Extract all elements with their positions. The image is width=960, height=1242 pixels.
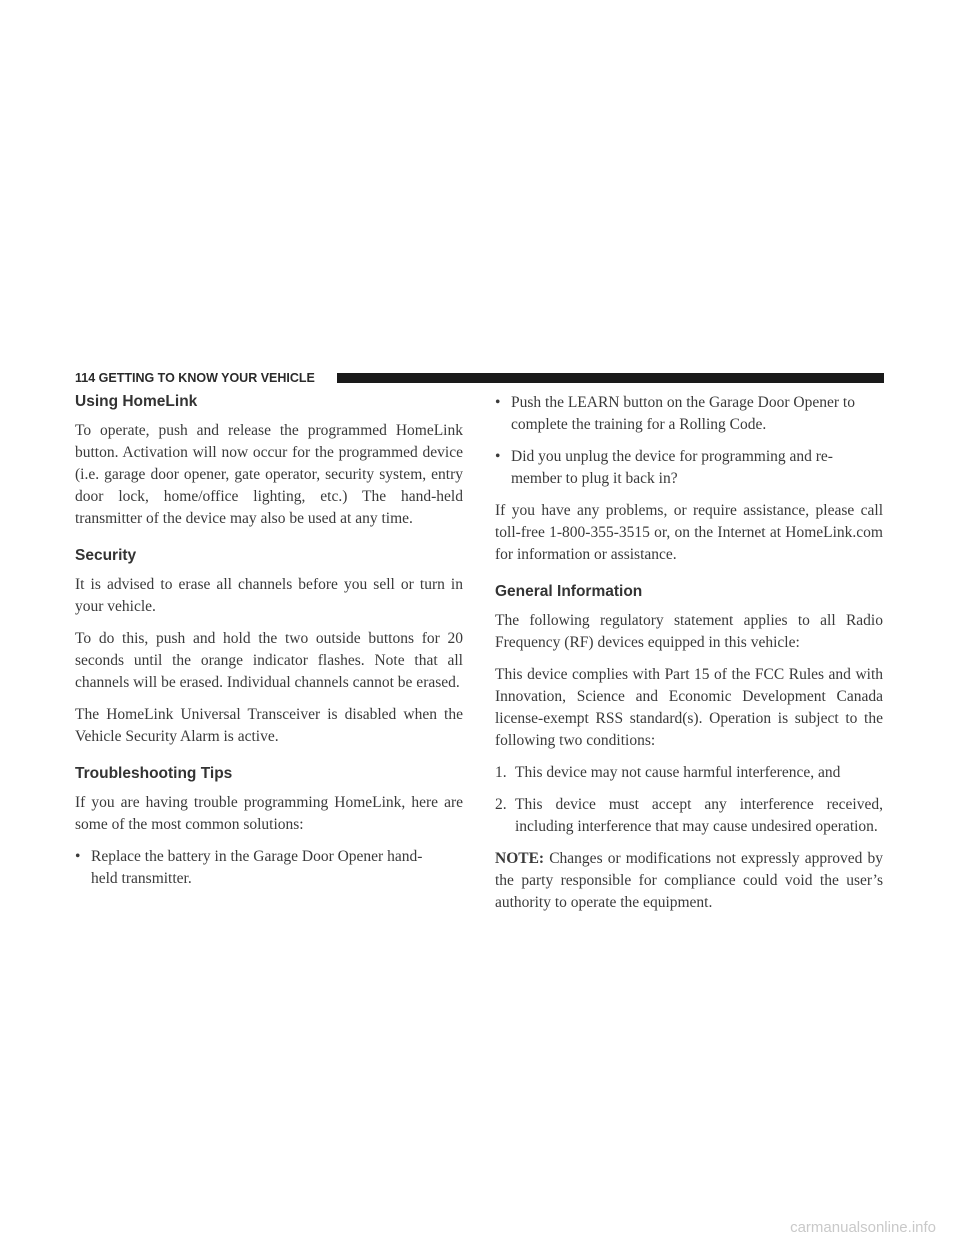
note-text: Changes or modifications not expressly approved by the party responsible for compliance could void the user’s authority to operate the equipment. bbox=[495, 850, 883, 911]
bullet-icon: • bbox=[495, 448, 501, 465]
item-text: This device may not cause harmful interference, and bbox=[515, 764, 841, 781]
numbered-item-2 bbox=[495, 794, 883, 838]
general-paragraph-1: The following regulatory statement applies to all Radio Frequency (RF) devices equipped in this vehicle: bbox=[495, 612, 883, 651]
security-paragraph-2: To do this, push and hold the two outside buttons for 20 seconds until the orange indicator flashes. Note that all channels will be erased. Individual channels cannot be erased. bbox=[75, 630, 463, 691]
general-information-heading: General Information bbox=[495, 583, 643, 600]
bullet-text-line-2: held transmitter. bbox=[91, 870, 192, 887]
numbered-item-1 bbox=[495, 762, 883, 784]
bullet-item-battery bbox=[75, 846, 463, 890]
item-number: 2. bbox=[495, 796, 507, 813]
bullet-text-line-2: complete the training for a Rolling Code. bbox=[511, 416, 767, 433]
bullet-text-line-1: Replace the battery in the Garage Door Opener hand- bbox=[91, 848, 423, 865]
watermark: carmanualsonline.info bbox=[790, 1219, 936, 1236]
security-heading: Security bbox=[75, 547, 137, 564]
right-column bbox=[495, 392, 883, 924]
security-paragraph-1: It is advised to erase all channels before you sell or turn in your vehicle. bbox=[75, 576, 463, 615]
bullet-text-line-1: Did you unplug the device for programming and re- bbox=[511, 448, 833, 465]
bullet-item-learn bbox=[495, 392, 883, 436]
item-number: 1. bbox=[495, 764, 507, 781]
bullet-icon: • bbox=[75, 848, 81, 865]
using-homelink-heading: Using HomeLink bbox=[75, 393, 198, 410]
general-paragraph-2: This device complies with Part 15 of the FCC Rules and with Innovation, Science and Economic Development Canada license-exempt RSS standard(s). Operation is subject to the following two conditions: bbox=[495, 666, 883, 749]
bullet-text-line-2: member to plug it back in? bbox=[511, 470, 678, 487]
page-number: 114 bbox=[75, 371, 96, 385]
security-paragraph-3: The HomeLink Universal Transceiver is disabled when the Vehicle Security Alarm is active. bbox=[75, 706, 463, 745]
troubleshooting-intro: If you are having trouble programming HomeLink, here are some of the most common solutions: bbox=[75, 794, 463, 833]
chapter-title: GETTING TO KNOW YOUR VEHICLE bbox=[98, 371, 315, 385]
header-rule-bar bbox=[337, 373, 884, 383]
item-text: This device must accept any interference received, including interference that may cause undesired operation. bbox=[515, 796, 883, 835]
left-column bbox=[75, 392, 463, 900]
page-header bbox=[75, 370, 884, 386]
note-label: NOTE: bbox=[495, 850, 545, 867]
troubleshooting-heading: Troubleshooting Tips bbox=[75, 765, 233, 782]
bullet-text-line-1: Push the LEARN button on the Garage Door Opener to bbox=[511, 394, 855, 411]
bullet-icon: • bbox=[495, 394, 501, 411]
using-homelink-text: To operate, push and release the programmed HomeLink button. Activation will now occur for the programmed device (i.e. garage door opener, gate operator, security system, entry door lock, home/office lighting, etc.) The hand-held transmitter of the device may also be used at any time. bbox=[75, 422, 463, 527]
note-paragraph bbox=[495, 848, 883, 914]
assistance-paragraph: If you have any problems, or require assistance, please call toll-free 1-800-355-3515 or, on the Internet at HomeLink.com for information or assistance. bbox=[495, 502, 883, 563]
bullet-item-unplug bbox=[495, 446, 883, 490]
header-label bbox=[75, 370, 315, 386]
